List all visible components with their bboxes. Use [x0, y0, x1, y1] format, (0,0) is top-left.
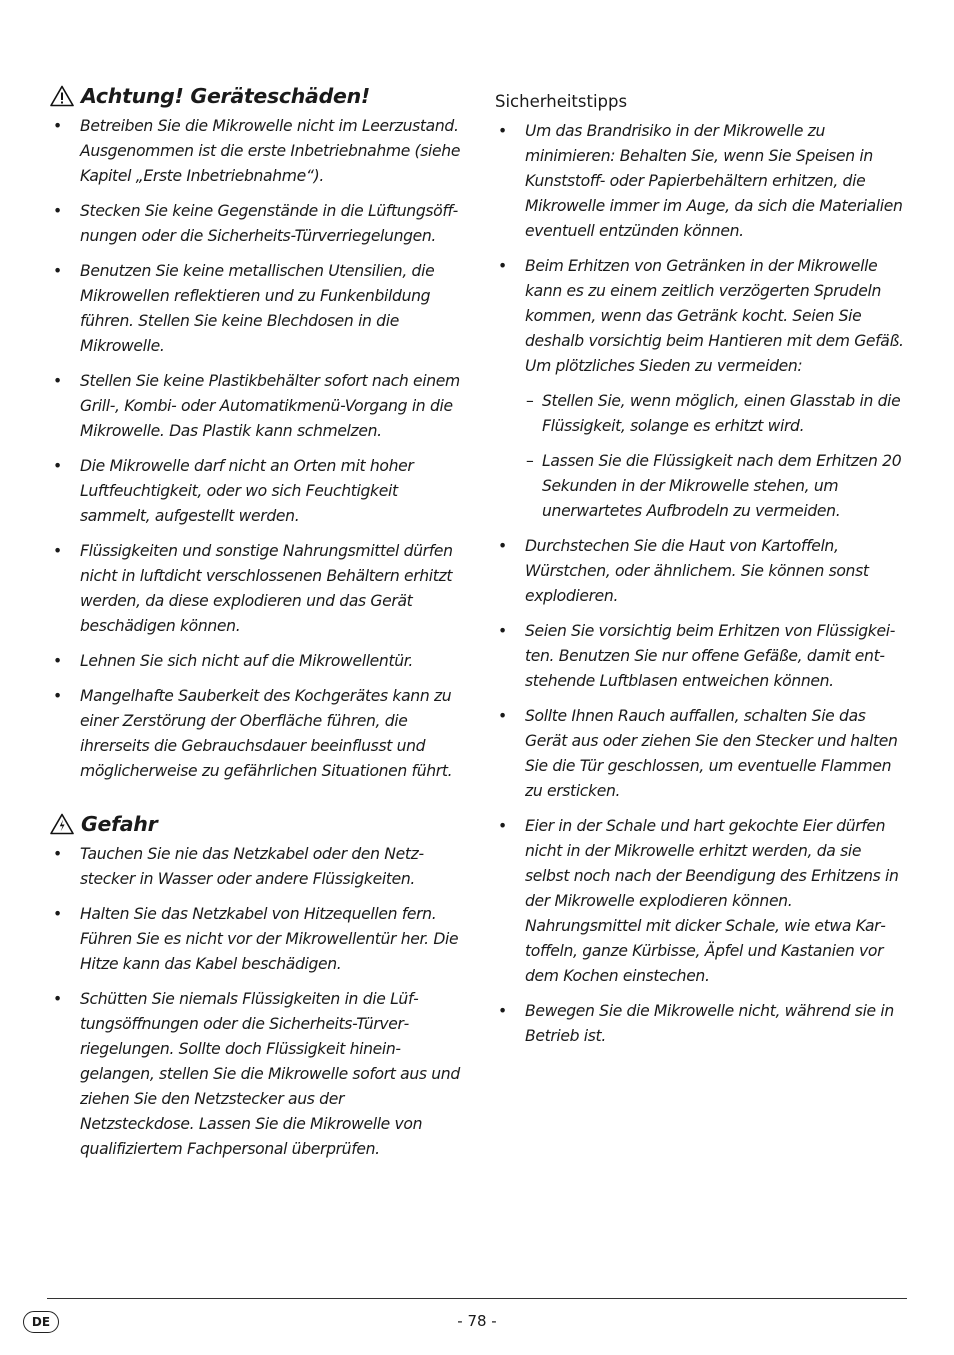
list-item: • Die Mikrowelle darf nicht an Orten mit hoher Luftfeuchtigkeit, oder wo sich Feuchtigkeit sammelt, aufgestellt werden.: [53, 457, 414, 525]
warning-heading: [50, 84, 462, 108]
list-item: • Schütten Sie niemals Flüssigkeiten in die Lüftungsöffnungen oder die Sicherheits-Türverriegelungen. Sollte doch Flüssigkeit hineingelangen, stellen Sie die Mikrowelle sofort aus und ziehen Sie den Netzstecker aus der Netzsteckdose. Lassen Sie die Mikrowelle von qualifiziertem Fachpersonal überprüfen.: [53, 990, 460, 1158]
boiling-sub-list: [495, 389, 909, 524]
list-item: • Benutzen Sie keine metallischen Utensilien, die Mikrowellen reflektieren und zu Funkenbildung führen. Stellen Sie keine Blechdosen in die Mikrowelle.: [53, 262, 435, 355]
sub-list-item: – Stellen Sie, wenn möglich, einen Glasstab in die Flüssigkeit, solange es erhitzt wird.: [526, 392, 901, 435]
warning-list: [50, 114, 462, 784]
list-item: • Tauchen Sie nie das Netzkabel oder den Netzstecker in Wasser oder andere Flüssigkeiten.: [53, 845, 425, 888]
language-badge: DE: [23, 1311, 59, 1333]
warning-triangle-icon: [50, 85, 74, 107]
list-item: • Eier in der Schale und hart gekochte Eier dürfen nicht in der Mikrowelle erhitzt werden, da sie selbst noch nach der Beendigung des Erhitzens in der Mikrowelle explodieren können. Nahrungsmittel mit dicker Schale, wie etwa Kartoffeln, ganze Kürbisse, Äpfel und Kastanien vor dem Kochen einstechen.: [498, 817, 899, 985]
list-item: • Bewegen Sie die Mikrowelle nicht, während sie in Betrieb ist.: [498, 1002, 894, 1045]
list-item: • Stellen Sie keine Plastikbehälter sofort nach einem Grill-, Kombi- oder Automatikmenü-Vorgang in die Mikrowelle. Das Plastik kann schmelzen.: [53, 372, 460, 440]
list-item: • Sollte Ihnen Rauch auffallen, schalten Sie das Gerät aus oder ziehen Sie den Stecker und halten Sie die Tür geschlossen, um eventuelle Flammen zu ersticken.: [498, 707, 898, 800]
list-item: • Flüssigkeiten und sonstige Nahrungsmittel dürfen nicht in luftdicht verschlossenen Behältern erhitzt werden, da diese explodieren und das Gerät beschädigen können.: [53, 542, 453, 635]
sub-list-item: – Lassen Sie die Flüssigkeit nach dem Erhitzen 20 Sekunden in der Mikrowelle stehen, um unerwartetes Aufbrodeln zu vermeiden.: [526, 452, 902, 520]
list-item: • Lehnen Sie sich nicht auf die Mikrowellentür.: [53, 652, 413, 670]
list-item: • Betreiben Sie die Mikrowelle nicht im Leerzustand. Ausgenommen ist die erste Inbetriebnahme (siehe Kapitel „Erste Inbetriebnahme“).: [53, 117, 461, 185]
left-column: [50, 84, 462, 1172]
list-item: • Um das Brandrisiko in der Mikrowelle zu minimieren: Behalten Sie, wenn Sie Speisen in Kunststoff- oder Papierbehältern erhitzen, die Mikrowelle immer im Auge, da sich die Materialien eventuell entzünden können.: [498, 122, 903, 240]
safety-tips-list-continued: [495, 534, 909, 1049]
high-voltage-icon: [50, 813, 74, 835]
safety-tips-list: [495, 119, 909, 379]
danger-heading: [50, 812, 462, 836]
safety-tips-heading: Sicherheitstipps: [495, 92, 628, 111]
list-item: • Durchstechen Sie die Haut von Kartoffeln, Würstchen, oder ähnlichem. Sie können sonst explodieren.: [498, 537, 869, 605]
list-item: • Beim Erhitzen von Getränken in der Mikrowelle kann es zu einem zeitlich verzögerten Sprudeln kommen, wenn das Getränk kocht. Seien Sie deshalb vorsichtig beim Hantieren mit dem Gefäß. Um plötzliches Sieden zu vermeiden:: [498, 257, 904, 375]
list-item: • Stecken Sie keine Gegenstände in die Lüftungsöffnungen oder die Sicherheits-Türverriegelungen.: [53, 202, 459, 245]
list-item: • Seien Sie vorsichtig beim Erhitzen von Flüssigkeiten. Benutzen Sie nur offene Gefäße, damit entstehende Luftblasen entweichen können.: [498, 622, 896, 690]
danger-list: [50, 842, 462, 1162]
page-number: - 78 -: [457, 1312, 497, 1330]
right-column: [495, 84, 909, 1059]
list-item: • Mangelhafte Sauberkeit des Kochgerätes kann zu einer Zerstörung der Oberfläche führen, die ihrerseits die Gebrauchsdauer beeinflusst und möglicherweise zu gefährlichen Situationen führt.: [53, 687, 453, 780]
list-item: • Halten Sie das Netzkabel von Hitzequellen fern. Führen Sie es nicht vor der Mikrowellentür her. Die Hitze kann das Kabel beschädigen.: [53, 905, 459, 973]
warning-heading-text: Achtung! Geräteschäden!: [81, 84, 370, 108]
danger-heading-text: Gefahr: [81, 812, 158, 836]
footer-divider: [47, 1298, 907, 1299]
